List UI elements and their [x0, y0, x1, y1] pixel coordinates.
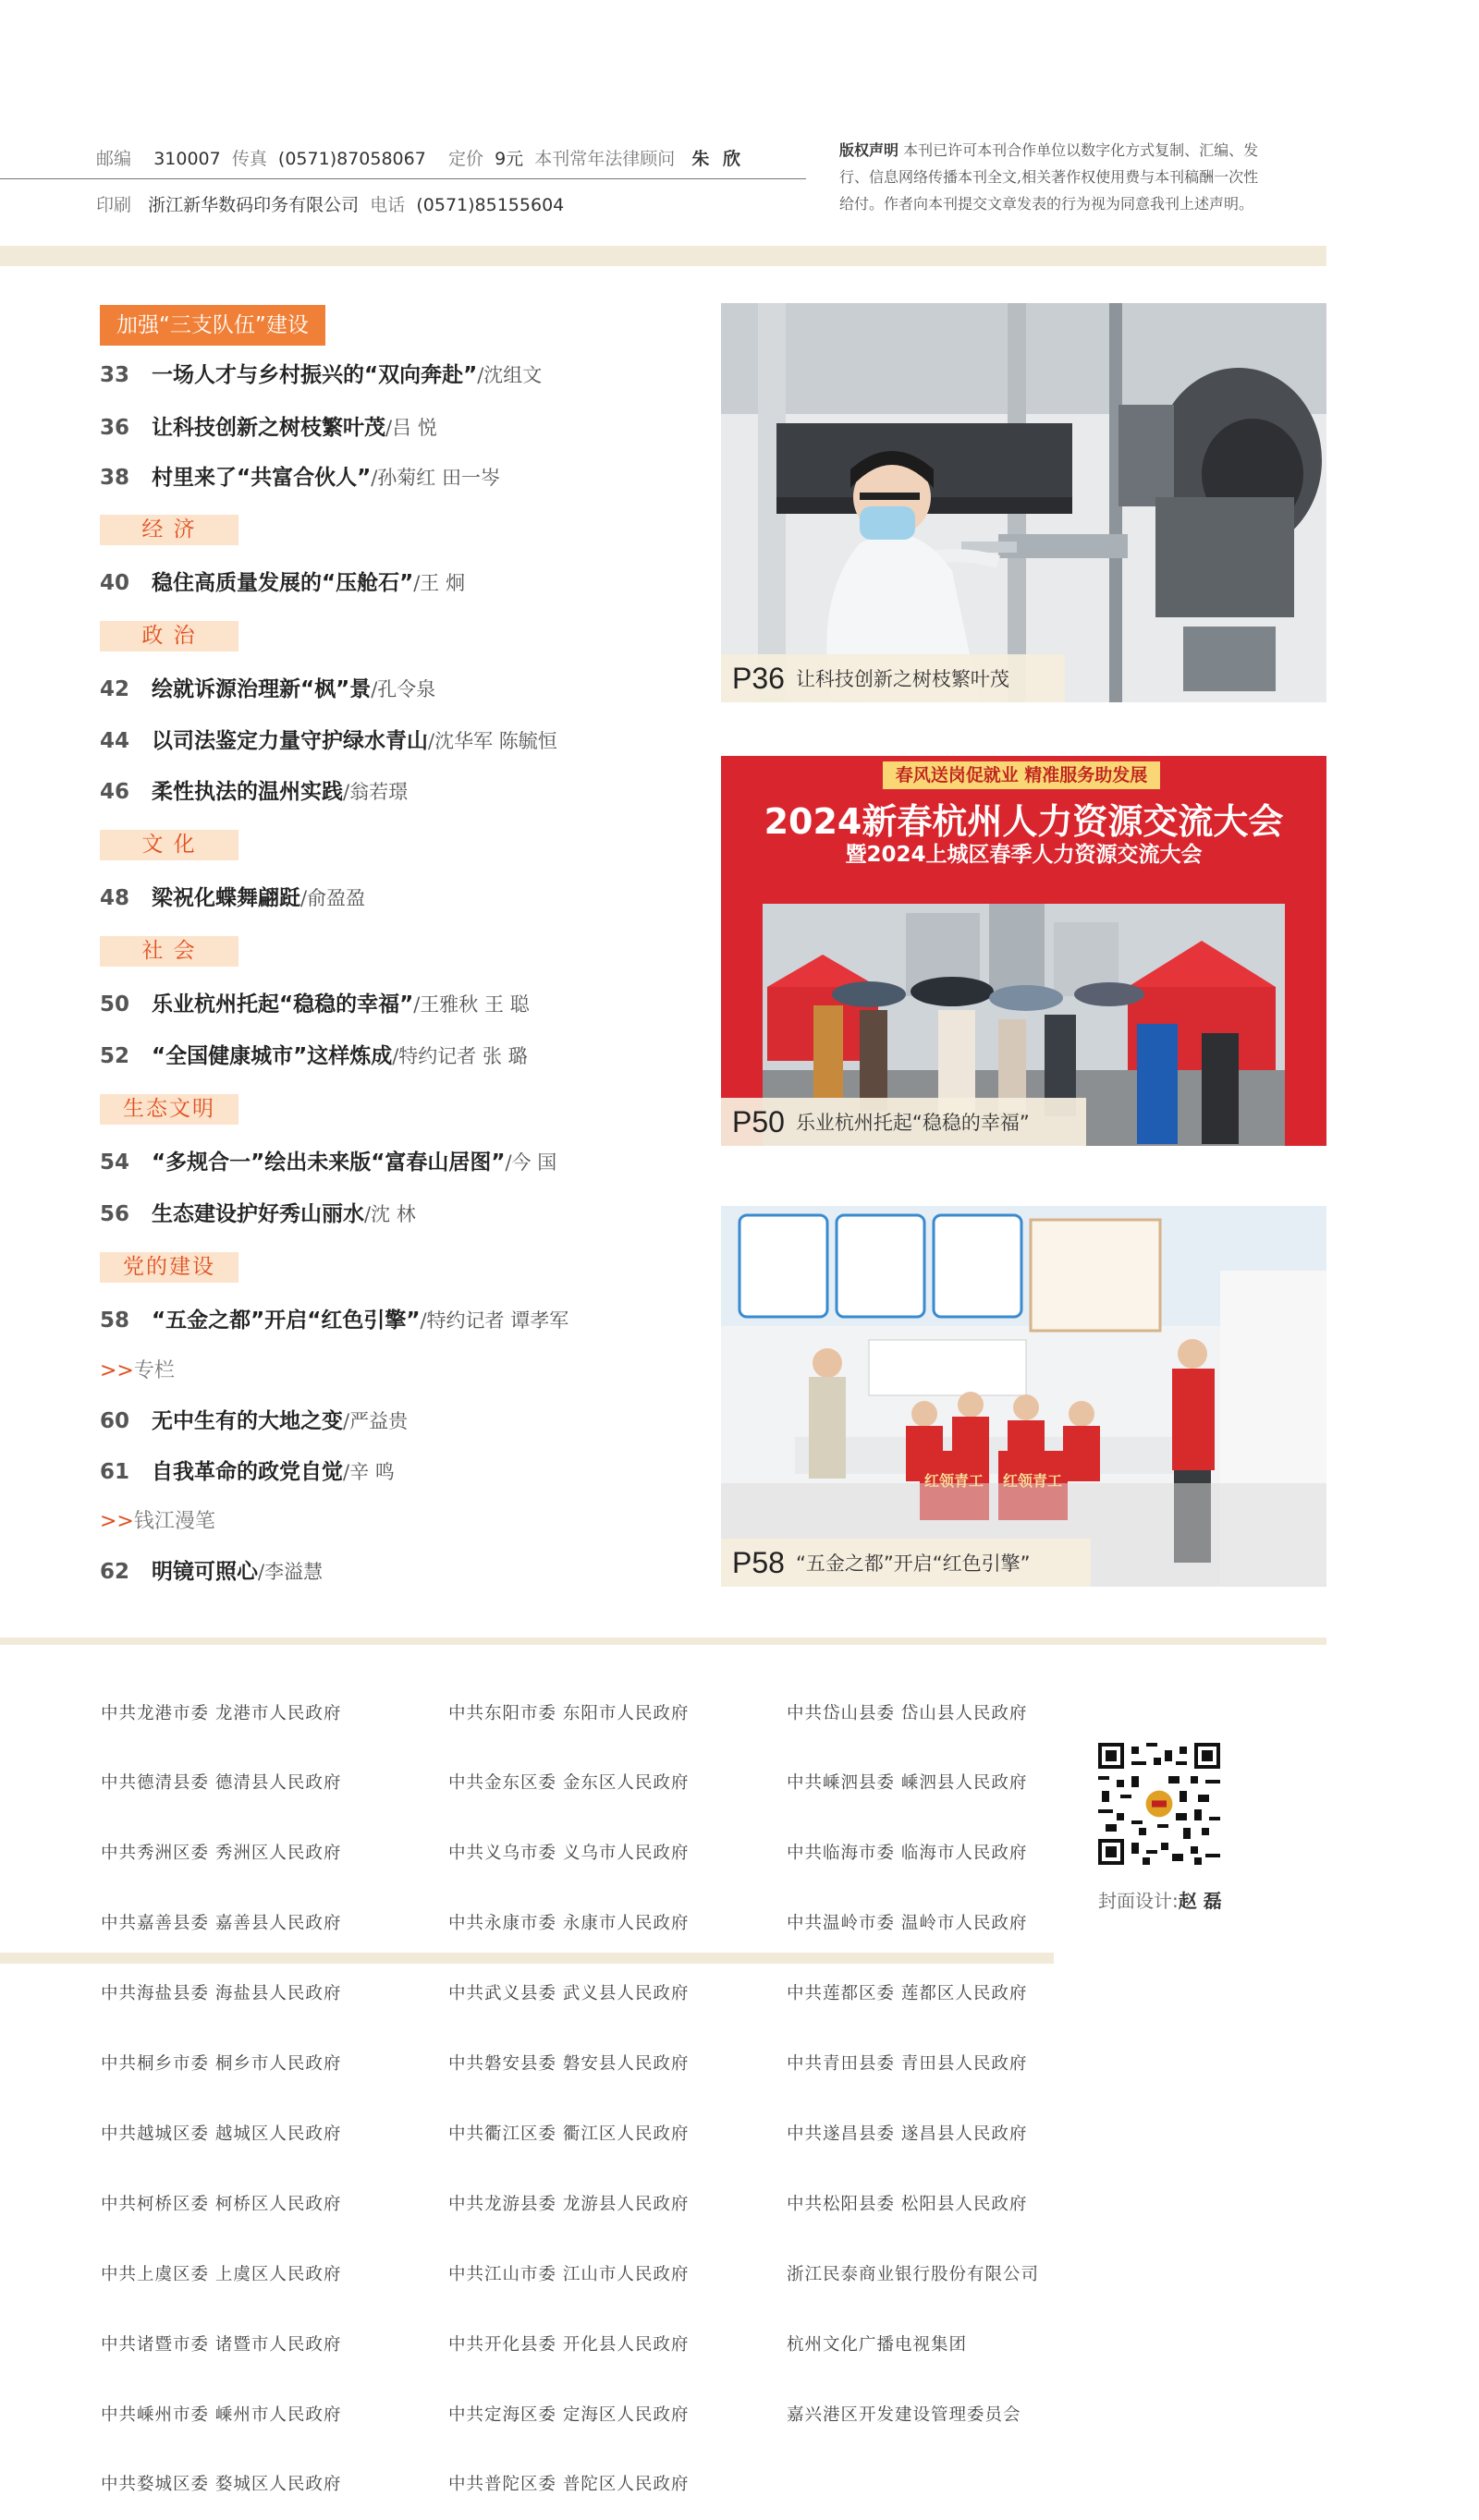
supporter-entry: 中共嵊泗县委 嵊泗县人民政府 [787, 1773, 1028, 1794]
supporters-column-1 [101, 1655, 341, 2520]
printer-name: 浙江新华数码印务有限公司 [148, 195, 360, 215]
supporters-top-band [0, 1637, 1326, 1645]
toc-entry-61[interactable] [100, 1456, 395, 1488]
supporter-entry: 浙江民泰商业银行股份有限公司 [787, 2264, 1040, 2284]
photo-caption-text: “五金之都”开启“红色引擎” [795, 1552, 1031, 1575]
section-society: 社 会 [100, 936, 238, 967]
supporter-entry: 中共温岭市委 温岭市人民政府 [787, 1914, 1028, 1934]
section-economy: 经 济 [100, 515, 238, 545]
photo-caption-p36 [721, 654, 1065, 702]
article-title: 乐业杭州托起“稳稳的幸福” [152, 992, 414, 1017]
article-author: /今 国 [505, 1151, 557, 1174]
qr-code-icon [1098, 1743, 1220, 1865]
postcode-label: 邮编 [96, 149, 132, 169]
vest-text-2: 红领青工 [1003, 1472, 1063, 1490]
toc-entry-48[interactable] [100, 883, 365, 914]
article-title: “多规合一”绘出未来版“富春山居图” [152, 1150, 506, 1175]
article-title: 让科技创新之树枝繁叶茂 [152, 416, 385, 440]
toc-entry-58[interactable] [100, 1305, 568, 1336]
supporter-entry: 中共秀洲区委 秀洲区人民政府 [101, 1844, 342, 1864]
toc-entry-56[interactable] [100, 1199, 416, 1230]
header-divider [0, 178, 806, 179]
article-title: 生态建设护好秀山丽水 [152, 1202, 364, 1226]
toc-entry-50[interactable] [100, 989, 530, 1020]
supporter-entry: 中共普陀区委 普陀区人民政府 [448, 2475, 690, 2495]
photo-caption-p58 [721, 1539, 1091, 1587]
page-number: 60 [100, 1409, 130, 1433]
phone-number: (0571)85155604 [416, 195, 565, 215]
toc-entry-46[interactable] [100, 776, 408, 808]
article-author: /翁若璟 [343, 781, 409, 803]
price: 9元 [495, 149, 524, 169]
article-author: /特约记者 谭孝军 [420, 1309, 569, 1332]
supporter-entry: 中共江山市委 江山市人民政府 [448, 2264, 690, 2284]
banner-main-title: 2024新春杭州人力资源交流大会 [764, 801, 1284, 842]
photo-caption-text: 让科技创新之树枝繁叶茂 [795, 668, 1009, 690]
supporter-entry: 中共诸暨市委 诸暨市人民政府 [101, 2334, 342, 2355]
supporter-entry: 中共松阳县委 松阳县人民政府 [787, 2194, 1028, 2214]
article-author: /特约记者 张 璐 [392, 1045, 528, 1067]
toc-entry-42[interactable] [100, 674, 435, 705]
article-author: /吕 悦 [385, 417, 437, 439]
phone-label: 电话 [370, 195, 406, 215]
article-author: /俞盈盈 [300, 887, 366, 909]
column-label: 专栏 [133, 1359, 175, 1382]
article-author: /王雅秋 王 聪 [413, 993, 530, 1016]
column-qianjiang [100, 1506, 215, 1538]
price-label: 定价 [447, 149, 483, 169]
toc-entry-38[interactable] [100, 462, 500, 493]
supporter-entry: 中共莲都区委 莲都区人民政府 [787, 1984, 1028, 2004]
article-title: 村里来了“共富合伙人” [152, 466, 372, 490]
supporter-entry: 中共婺城区委 婺城区人民政府 [101, 2475, 342, 2495]
article-author: /李溢慧 [258, 1561, 324, 1583]
supporter-entry: 中共永康市委 永康市人民政府 [448, 1914, 690, 1934]
page-number: 46 [100, 780, 130, 804]
article-author: /孙菊红 田一岑 [371, 467, 500, 489]
section-politics: 政 治 [100, 621, 238, 651]
page-number: 33 [100, 363, 130, 387]
toc-entry-54[interactable] [100, 1147, 556, 1178]
page-number: 52 [100, 1044, 130, 1068]
copyright-line-3: 给付。作者向本刊提交文章发表的行为视为同意我刊上述声明。 [839, 195, 1254, 213]
page-number: 58 [100, 1309, 130, 1333]
article-title: “五金之都”开启“红色引擎” [152, 1309, 421, 1333]
page-number: 62 [100, 1560, 130, 1584]
page-number: 38 [100, 466, 130, 490]
photo-caption-p50 [721, 1098, 1086, 1146]
supporter-entry: 嘉兴港区开发建设管理委员会 [787, 2404, 1021, 2425]
supporter-entry: 中共柯桥区委 柯桥区人民政府 [101, 2194, 342, 2214]
counsel-name: 朱 欣 [691, 149, 745, 169]
supporter-entry: 中共桐乡市委 桐乡市人民政府 [101, 2054, 342, 2075]
photo-page-ref: P58 [732, 1545, 785, 1579]
supporter-entry: 中共定海区委 定海区人民政府 [448, 2404, 690, 2425]
article-author: /沈华军 陈毓恒 [428, 730, 557, 752]
supporter-entry: 中共磐安县委 磐安县人民政府 [448, 2054, 690, 2075]
page-number: 44 [100, 729, 130, 753]
page-number: 61 [100, 1460, 130, 1484]
section-three-teams: 加强“三支队伍”建设 [100, 305, 325, 346]
print-label: 印刷 [96, 195, 132, 215]
article-title: 明镜可照心 [152, 1560, 258, 1584]
supporter-entry: 中共临海市委 临海市人民政府 [787, 1844, 1028, 1864]
photo-caption-text: 乐业杭州托起“稳稳的幸福” [795, 1112, 1030, 1134]
supporter-entry: 中共龙港市委 龙港市人民政府 [101, 1703, 342, 1723]
supporter-entry: 中共越城区委 越城区人民政府 [101, 2124, 342, 2144]
article-title: 梁祝化蝶舞翩跹 [152, 886, 300, 910]
cover-designer [1098, 1886, 1222, 1913]
supporter-entry: 中共武义县委 武义县人民政府 [448, 1984, 690, 2004]
supporter-entry: 中共东阳市委 东阳市人民政府 [448, 1703, 690, 1723]
designer-label: 封面设计: [1098, 1890, 1179, 1912]
counsel-label: 本刊常年法律顾问 [534, 149, 676, 169]
page-number: 50 [100, 992, 130, 1017]
section-party-building: 党的建设 [100, 1252, 238, 1283]
supporter-entry: 中共义乌市委 义乌市人民政府 [448, 1844, 690, 1864]
article-title: 绘就诉源治理新“枫”景 [152, 677, 372, 701]
supporter-entry: 中共青田县委 青田县人民政府 [787, 2054, 1028, 2075]
supporters-column-3 [787, 1655, 1039, 2450]
job-fair-scene-illustration [721, 756, 1326, 1146]
article-title: 无中生有的大地之变 [152, 1409, 343, 1433]
banner-subtitle: 暨2024上城区春季人力资源交流大会 [845, 843, 1203, 867]
article-title: 稳住高质量发展的“压舱石” [152, 571, 414, 595]
article-author: /辛 鸣 [343, 1461, 395, 1483]
photo-page-ref: P36 [732, 661, 785, 695]
article-author: /沈 林 [364, 1203, 416, 1225]
header-band [0, 246, 1326, 266]
supporter-entry: 中共龙游县委 龙游县人民政府 [448, 2194, 690, 2214]
supporter-entry: 中共金东区委 金东区人民政府 [448, 1773, 690, 1794]
banner-slogan: 春风送岗促就业 精准服务助发展 [883, 761, 1160, 789]
page-number: 40 [100, 571, 130, 595]
article-author: /严益贵 [343, 1410, 409, 1432]
lab-scene-illustration [721, 303, 1326, 702]
copyright-notice [839, 137, 1329, 217]
supporter-entry: 中共上虞区委 上虞区人民政府 [101, 2264, 342, 2284]
photo-party-meeting[interactable] [721, 1206, 1326, 1587]
publication-info-row-1 [96, 145, 744, 170]
fax-label: 传真 [231, 149, 267, 169]
supporter-entry: 中共衢江区委 衢江区人民政府 [448, 2124, 690, 2144]
postcode: 310007 [153, 149, 221, 169]
section-ecology: 生态文明 [100, 1094, 238, 1125]
supporter-entry: 中共嵊州市委 嵊州市人民政府 [101, 2404, 342, 2425]
toc-entry-60[interactable] [100, 1406, 408, 1437]
publication-info-row-2 [96, 191, 564, 216]
supporter-entry: 中共嘉善县委 嘉善县人民政府 [101, 1914, 342, 1934]
supporter-entry: 中共岱山县委 岱山县人民政府 [787, 1703, 1028, 1723]
supporter-entry: 中共遂昌县委 遂昌县人民政府 [787, 2124, 1028, 2144]
page-number: 54 [100, 1150, 130, 1175]
section-culture: 文 化 [100, 830, 238, 860]
article-title: 自我革命的政党自觉 [152, 1460, 343, 1484]
toc-entry-44[interactable] [100, 725, 557, 757]
copyright-line-1: 本刊已许可本刊合作单位以数字化方式复制、汇编、发 [903, 141, 1259, 159]
page-number: 56 [100, 1202, 130, 1226]
toc-entry-52[interactable] [100, 1041, 528, 1072]
page-number: 42 [100, 677, 130, 701]
arrow-icon: >> [100, 1510, 134, 1533]
supporter-entry: 中共德清县委 德清县人民政府 [101, 1773, 342, 1794]
article-title: 以司法鉴定力量守护绿水青山 [152, 729, 428, 753]
footer-band [0, 1953, 1054, 1964]
page-number: 48 [100, 886, 130, 910]
qr-code[interactable] [1098, 1743, 1220, 1865]
article-title: 柔性执法的温州实践 [152, 780, 343, 804]
meeting-scene-illustration [721, 1206, 1326, 1587]
designer-name: 赵 磊 [1178, 1890, 1222, 1912]
photo-lab-scientist[interactable] [721, 303, 1326, 702]
supporter-entry: 中共开化县委 开化县人民政府 [448, 2334, 690, 2355]
supporter-entry: 中共海盐县委 海盐县人民政府 [101, 1984, 342, 2004]
toc-entry-40[interactable] [100, 567, 465, 599]
photo-page-ref: P50 [732, 1104, 785, 1138]
fax-number: (0571)87058067 [277, 149, 426, 169]
page-number: 36 [100, 416, 130, 440]
column-special [100, 1356, 175, 1387]
vest-text-1: 红领青工 [924, 1472, 984, 1490]
toc-entry-36[interactable] [100, 412, 437, 444]
supporter-entry: 杭州文化广播电视集团 [787, 2334, 968, 2355]
column-label: 钱江漫笔 [133, 1510, 215, 1533]
article-title: 一场人才与乡村振兴的“双向奔赴” [152, 363, 478, 387]
article-author: /王 炯 [413, 572, 465, 594]
toc-entry-62[interactable] [100, 1556, 323, 1588]
toc-entry-33[interactable] [100, 359, 542, 391]
photo-job-fair[interactable] [721, 756, 1326, 1146]
copyright-title: 版权声明 [839, 141, 899, 159]
article-title: “全国健康城市”这样炼成 [152, 1044, 393, 1068]
supporters-column-2 [448, 1655, 689, 2520]
arrow-icon: >> [100, 1359, 134, 1382]
article-author: /孔令泉 [371, 678, 436, 700]
copyright-line-2: 行、信息网络传播本刊全文,相关著作权使用费与本刊稿酬一次性 [839, 168, 1259, 186]
article-author: /沈组文 [477, 364, 543, 386]
